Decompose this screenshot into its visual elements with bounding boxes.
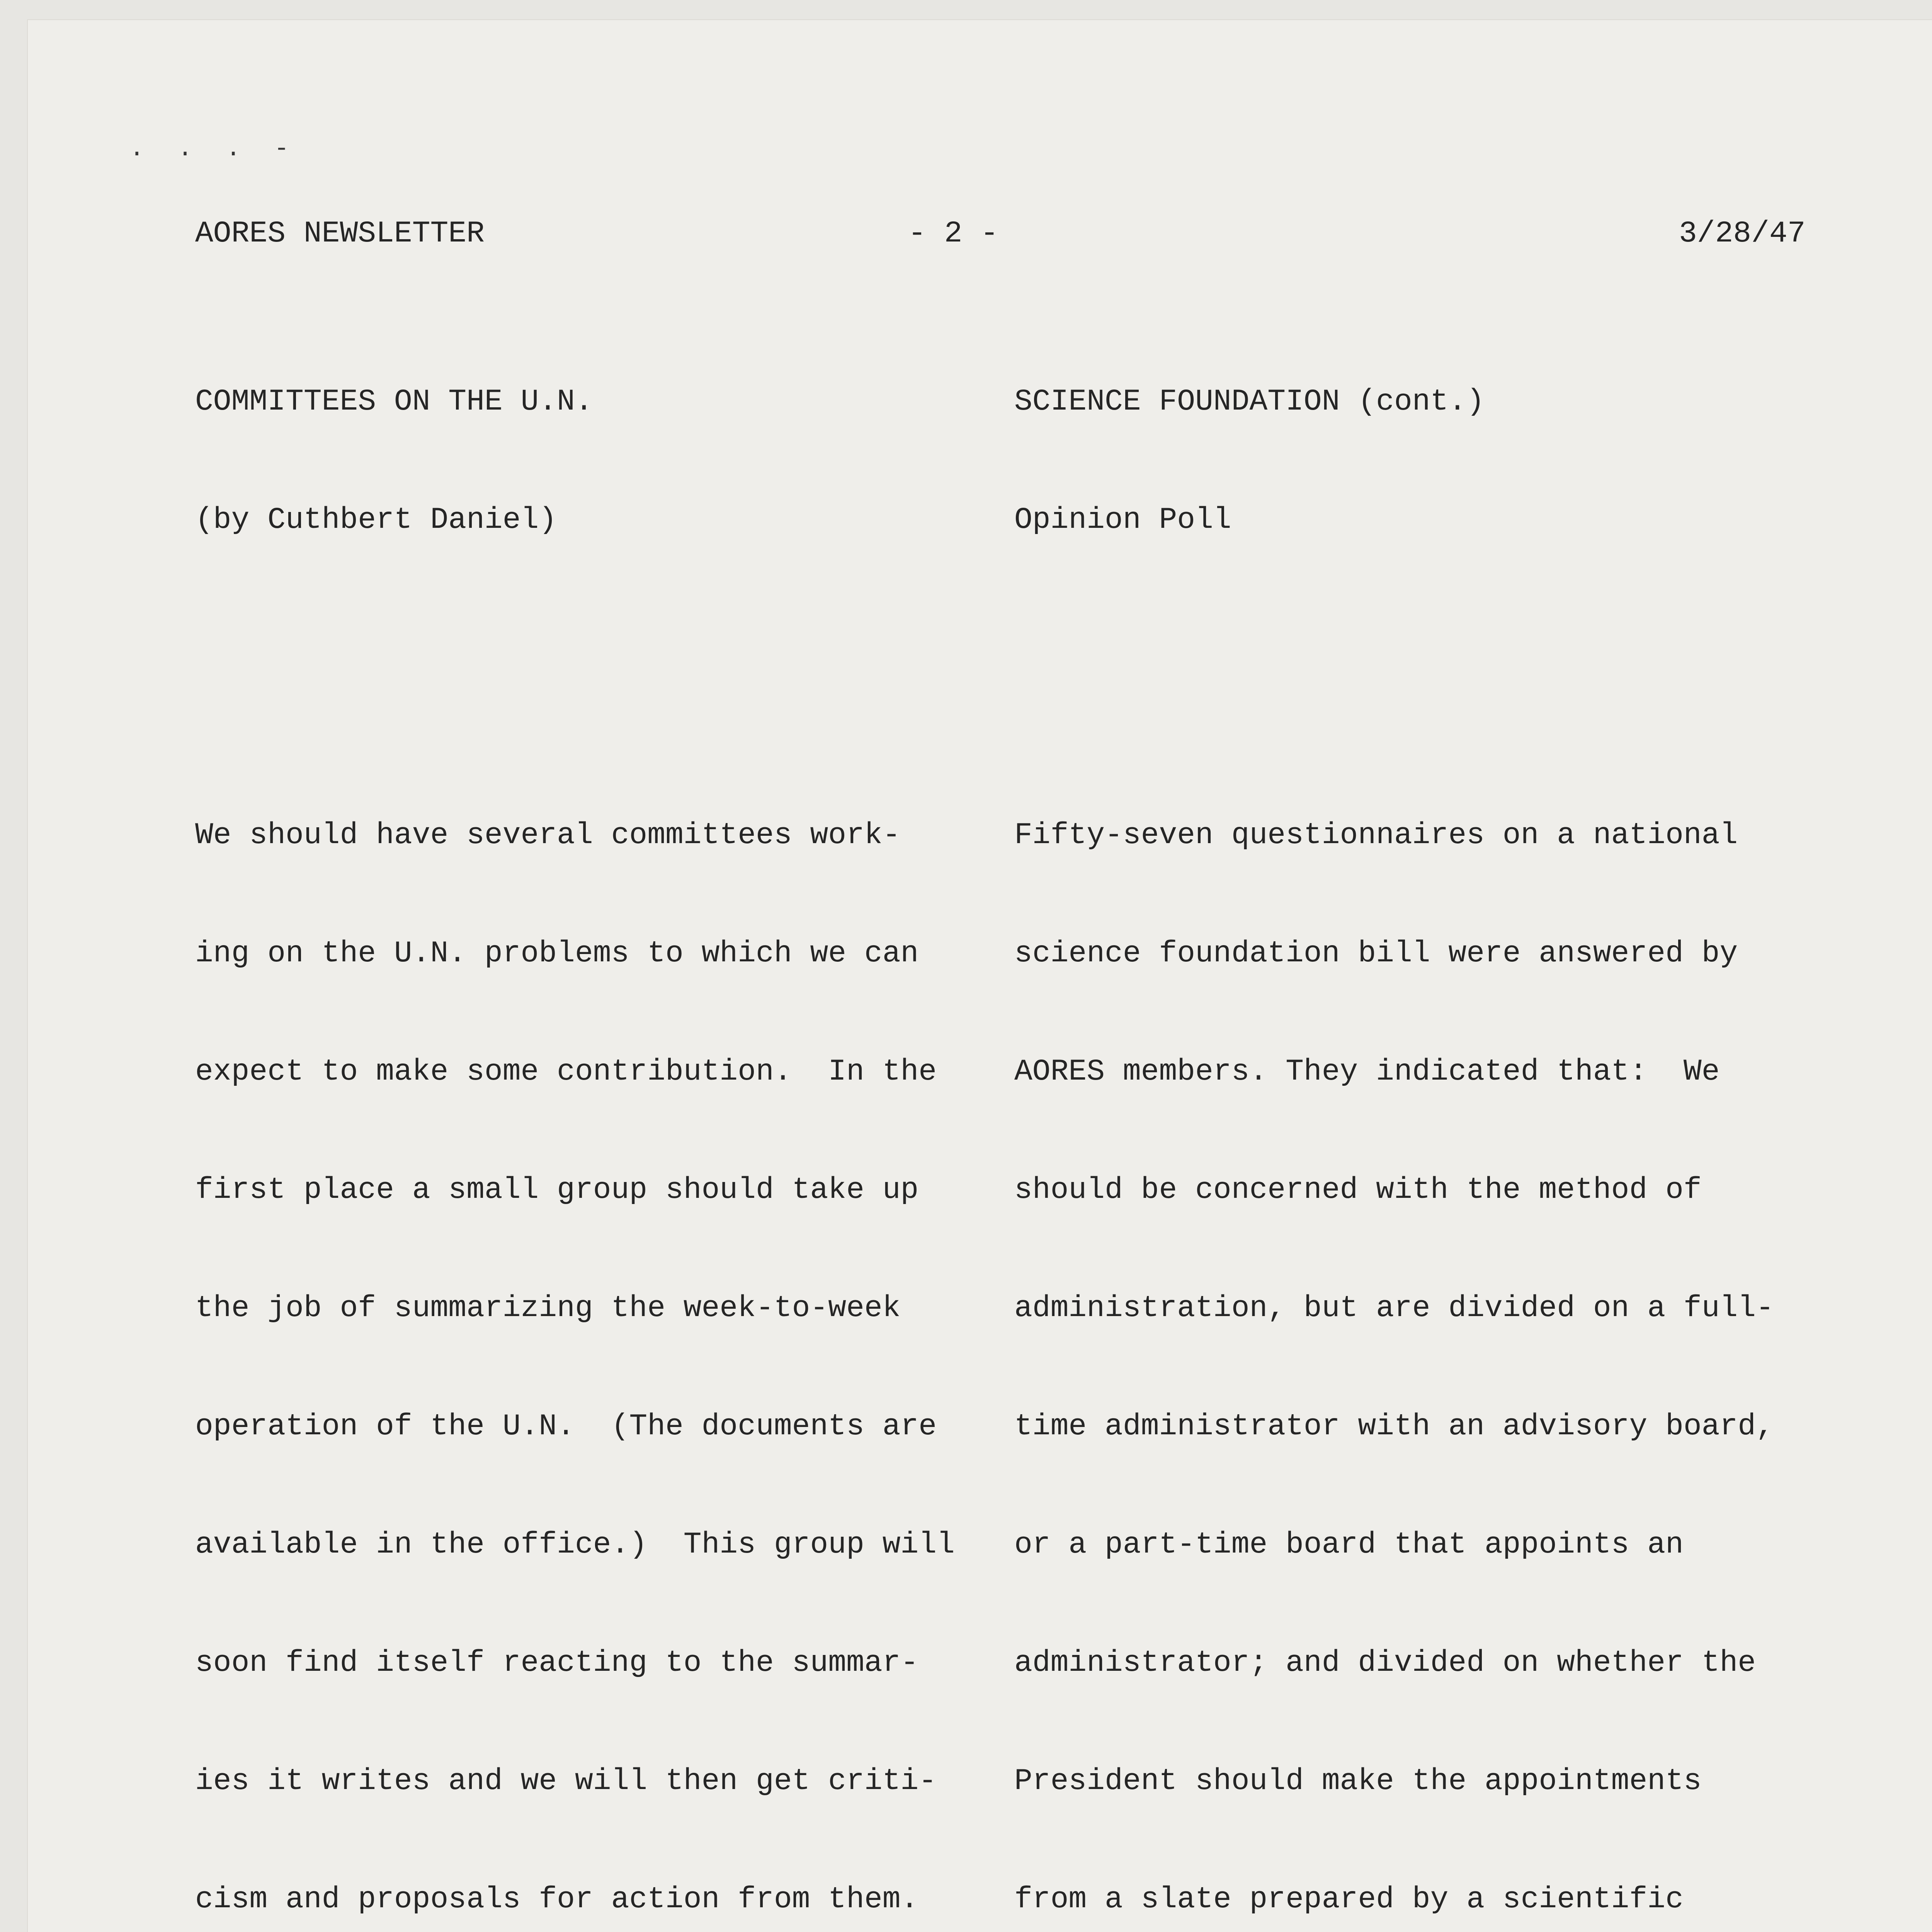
- committees-paragraph-1: [195, 737, 1045, 1932]
- newsletter-title: AORES NEWSLETTER: [195, 217, 485, 251]
- text-line: first place a small group should take up: [195, 1173, 919, 1207]
- stray-marks: . . . -: [129, 135, 298, 163]
- opinion-poll-paragraph: [1014, 737, 1915, 1932]
- issue-date: 3/28/47: [1679, 217, 1806, 251]
- text-line: administrator; and divided on whether the: [1014, 1646, 1756, 1680]
- text-line: ing on the U.N. problems to which we can: [195, 937, 919, 971]
- text-line: the job of summarizing the week-to-week: [195, 1291, 901, 1325]
- text-line: administration, but are divided on a full-: [1014, 1291, 1774, 1325]
- text-line: operation of the U.N. (The documents are: [195, 1410, 937, 1444]
- committees-heading: COMMITTEES ON THE U.N.: [195, 385, 593, 419]
- right-column: [1014, 303, 1915, 1932]
- text-line: soon find itself reacting to the summar-: [195, 1646, 919, 1680]
- text-line: cism and proposals for action from them.: [195, 1883, 919, 1917]
- text-line: We should have several committees work-: [195, 818, 901, 852]
- text-line: Fifty-seven questionnaires on a national: [1014, 818, 1738, 852]
- text-line: President should make the appointments: [1014, 1764, 1702, 1798]
- text-line: from a slate prepared by a scientific: [1014, 1883, 1684, 1917]
- text-line: should be concerned with the method of: [1014, 1173, 1702, 1207]
- text-line: or a part-time board that appoints an: [1014, 1528, 1684, 1562]
- text-line: time administrator with an advisory board,: [1014, 1410, 1774, 1444]
- text-line: ies it writes and we will then get criti-: [195, 1764, 937, 1798]
- text-line: AORES members. They indicated that: We: [1014, 1055, 1720, 1089]
- opinion-poll-subheading: Opinion Poll: [1014, 503, 1231, 537]
- page-number: - 2 -: [908, 217, 999, 251]
- text-line: science foundation bill were answered by: [1014, 937, 1738, 971]
- left-column: [195, 303, 1045, 1932]
- committees-byline: (by Cuthbert Daniel): [195, 503, 557, 537]
- text-line: available in the office.) This group will: [195, 1528, 955, 1562]
- science-cont-heading: SCIENCE FOUNDATION (cont.): [1014, 385, 1485, 419]
- text-line: expect to make some contribution. In the: [195, 1055, 937, 1089]
